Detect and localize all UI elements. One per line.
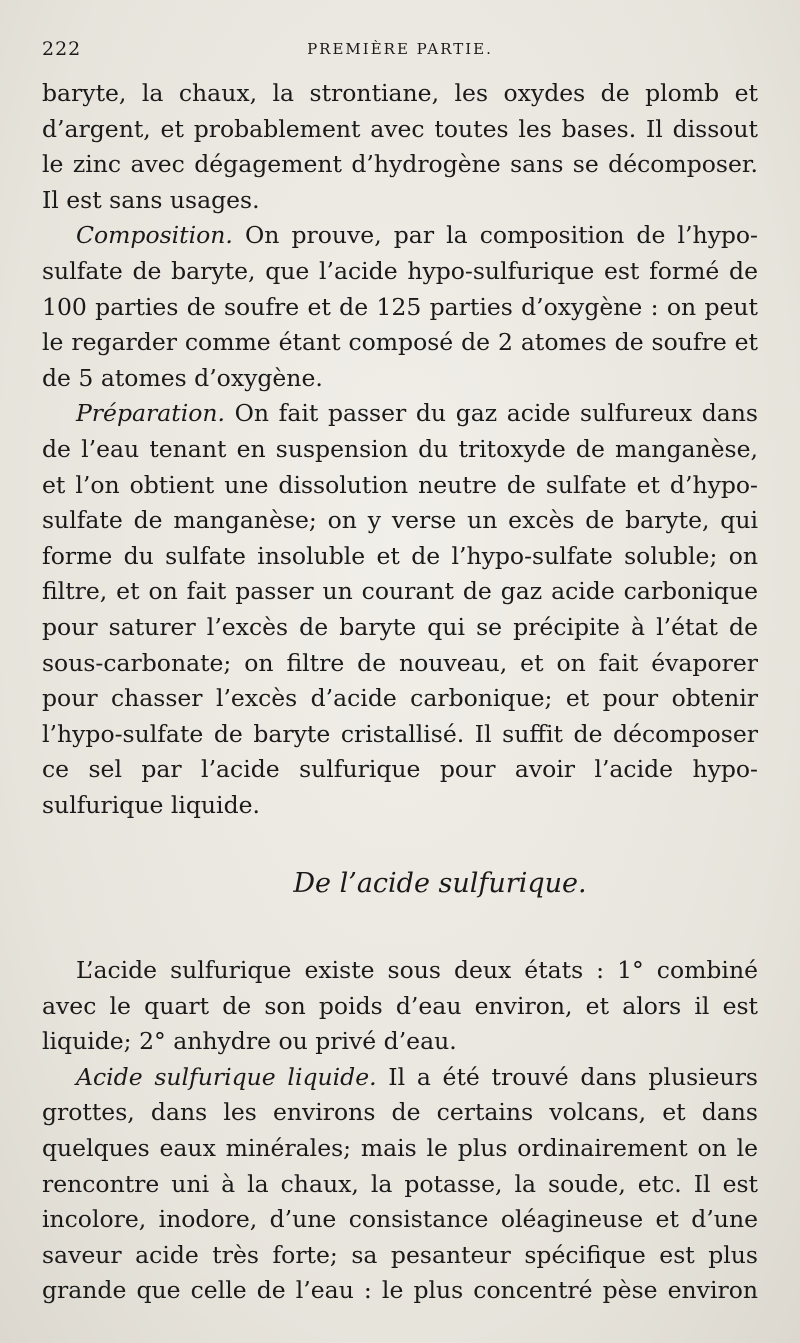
text-line: pour saturer l’excès de baryte qui se précipite à l’état de — [42, 612, 758, 641]
text-line: d’argent, et probablement avec toutes les bases. Il dissout — [42, 114, 758, 143]
text-line: liquide; 2° anhydre ou privé d’eau. — [42, 1027, 457, 1056]
page-number: 222 — [42, 38, 82, 60]
text-line: sous-carbonate; on filtre de nouveau, et on fait évaporer — [42, 648, 758, 677]
text-line: grottes, dans les environs de certains volcans, et dans — [42, 1098, 758, 1127]
text-line: sulfate de baryte, que l’acide hypo-sulfurique est formé de — [42, 256, 758, 285]
text-line: filtre, et on fait passer un courant de gaz acide carbonique — [42, 577, 758, 606]
text-line: grande que celle de l’eau : le plus concentré pèse environ — [42, 1276, 758, 1305]
text-line: le regarder comme étant composé de 2 atomes de soufre et — [42, 328, 758, 357]
text-line: rencontre uni à la chaux, la potasse, la soude, etc. Il est — [42, 1169, 758, 1198]
paragraph-lead: Préparation. — [76, 399, 225, 428]
text-line: le zinc avec dégagement d’hydrogène sans se décomposer. — [42, 150, 758, 179]
text-fragment: Il a été trouvé dans plusieurs — [376, 1062, 758, 1091]
text-line: sulfate de manganèse; on y verse un excès de baryte, qui — [42, 506, 758, 535]
paragraph-lead: Acide sulfurique liquide. — [76, 1062, 377, 1091]
text-line: Il est sans usages. — [42, 185, 260, 214]
text-line — [42, 396, 758, 432]
body-text-top — [42, 76, 758, 823]
text-line: baryte, la chaux, la strontiane, les oxydes de plomb et — [42, 79, 758, 107]
text-line: ce sel par l’acide sulfurique pour avoir l’acide hypo- — [42, 755, 758, 784]
text-line — [42, 1060, 758, 1096]
text-fragment: On fait passer du gaz acide sulfureux dans — [224, 399, 758, 428]
text-line: de 5 atomes d’oxygène. — [42, 363, 323, 392]
text-fragment: On prouve, par la composition de l’hypo- — [232, 221, 758, 250]
text-line: quelques eaux minérales; mais le plus ordinairement on le — [42, 1133, 758, 1162]
text-line: saveur acide très forte; sa pesanteur spécifique est plus — [42, 1240, 758, 1269]
paragraph-lead: Composition. — [76, 221, 233, 250]
running-head: PREMIÈRE PARTIE. — [307, 40, 493, 58]
text-line: l’hypo-sulfate de baryte cristallisé. Il suffit de décomposer — [42, 719, 758, 748]
text-line: incolore, inodore, d’une consistance oléagineuse et d’une — [42, 1205, 758, 1234]
text-line: forme du sulfate insoluble et de l’hypo-sulfate soluble; on — [42, 541, 758, 570]
text-line: de l’eau tenant en suspension du tritoxyde de manganèse, — [42, 434, 758, 463]
text-line: sulfurique liquide. — [42, 790, 260, 819]
text-line: 100 parties de soufre et de 125 parties d’oxygène : on peut — [42, 292, 758, 321]
text-line: L’acide sulfurique existe sous deux états : 1° combiné — [76, 956, 758, 984]
text-line: pour chasser l’excès d’acide carbonique; et pour obtenir — [42, 684, 758, 713]
text-line: avec le quart de son poids d’eau environ, et alors il est — [42, 991, 758, 1020]
text-line — [42, 218, 758, 254]
section-heading: De l’acide sulfurique. — [293, 868, 587, 899]
body-text-bottom — [42, 953, 758, 1309]
text-line: et l’on obtient une dissolution neutre de sulfate et d’hypo- — [42, 470, 758, 499]
page-header — [42, 38, 758, 62]
